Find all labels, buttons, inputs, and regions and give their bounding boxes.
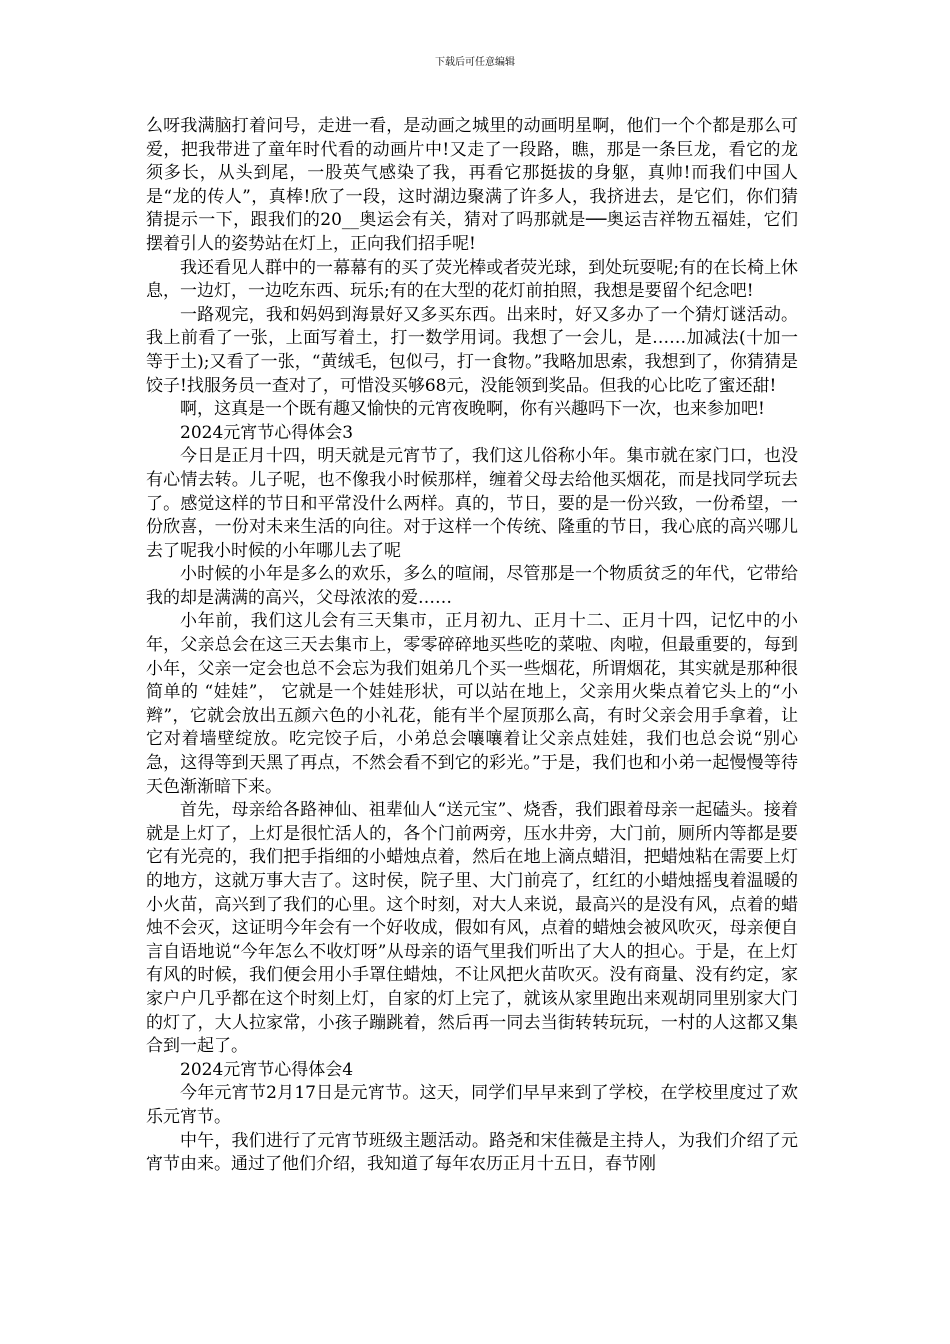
document-body <box>146 115 798 1177</box>
paragraph-8: 首先，母亲给各路神仙、祖辈仙人“送元宝”、烧香，我们跟着母亲一起磕头。接着就是上灯了，上灯是很忙活人的，各个门前两旁，压水井旁，大门前，厕所内等都是要它有光亮的，我们把手指细的小蜡烛点着，然后在地上滴点蜡泪，把蜡烛粘在需要上灯的地方，这就万事大吉了。这时侯，院子里、大门前亮了，红红的小蜡烛摇曳着温暖的小火苗，高兴到了我们的心里。这个时刻，对大人来说，最高兴的是没有风，点着的蜡烛不会灭，这证明今年会有一个好收成，假如有风，点着的蜡烛会被风吹灭，母亲便自言自语地说“今年怎么不收灯呀”从母亲的语气里我们听出了大人的担心。于是，在上灯有风的时候，我们便会用小手罩住蜡烛，不让风把火苗吹灭。没有商量、没有约定，家家户户几乎都在这个时刻上灯，自家的灯上完了，就该从家里跑出来观胡同里别家大门的灯了，大人拉家常，小孩子蹦跳着，然后再一同去当街转转玩玩，一村的人这都又集合到一起了。 <box>146 800 798 1057</box>
paragraph-3: 一路观完，我和妈妈到海景好又多买东西。出来时，好又多办了一个猜灯谜活动。我上前看了一张，上面写着土，打一数学用词。我想了一会儿，是……加减法(十加一 等于土);又看了一张，“黄绒毛，包似弓，打一食物。”我略加思索，我想到了，你猜猜是饺子!找服务员一查对了，可惜没买够68元，没能领到奖品。但我的心比吃了蜜还甜! <box>146 304 798 396</box>
section-heading-3: 2024元宵节心得体会3 <box>180 422 354 443</box>
paragraph-2: 我还看见人群中的一幕幕有的买了荧光棒或者荧光球，到处玩耍呢;有的在长椅上休息，一边灯，一边吃东西、玩乐;有的在大型的花灯前拍照，我想是要留个纪念吧! <box>146 257 798 302</box>
paragraph-10: 中午，我们进行了元宵节班级主题活动。路尧和宋佳薇是主持人，为我们介绍了元宵节由来。通过了他们介绍，我知道了每年农历正月十五日，春节刚 <box>146 1130 798 1175</box>
paragraph-7: 小年前，我们这儿会有三天集市，正月初九、正月十二、正月十四，记忆中的小年，父亲总会在这三天去集市上，零零碎碎地买些吃的菜啦、肉啦，但最重要的，每到小年，父亲一定会也总不会忘为我们姐弟几个买一些烟花，所谓烟花，其实就是那种很简单的 “娃娃”， 它就是一个娃娃形状，可以站在地上，父亲用火柴点着它头上的“小辫”，它就会放出五颜六色的小礼花，能有半个屋顶那么高，有时父亲会用手拿着，让它对着墙壁绽放。吃完饺子后，小弟总会嚷嚷着让父亲点娃娃，我们也总会说“别心急，这得等到天黑了再点，不然会看不到它的彩光。”于是，我们也和小弟一起慢慢等待天色渐渐暗下来。 <box>146 611 798 797</box>
page-header: 下载后可任意编辑 <box>435 57 515 68</box>
paragraph-1: 么呀我满脑打着问号，走进一看，是动画之城里的动画明星啊，他们一个个都是那么可爱，把我带进了童年时代看的动画片中!又走了一段路，瞧，那是一条巨龙，看它的龙须多长，从头到尾，一股英气感染了我，再看它那挺拔的身躯，真帅!而我们中国人是“龙的传人”，真棒!欣了一段，这时湖边聚满了许多人，我挤进去，是它们，你们猜猜提示一下，跟我们的20__奥运会有关，猜对了吗那就是──奥运吉祥物五福娃，它们摆着引人的姿势站在灯上，正向我们招手呢! <box>146 116 798 254</box>
paragraph-5: 今日是正月十四，明天就是元宵节了，我们这儿俗称小年。集市就在家门口，也没有心情去转。儿子呢，也不像我小时候那样，缠着父母去给他买烟花，而是找同学玩去了。感觉这样的节日和平常没什么两样。真的，节日，要的是一份兴致，一份希望，一份欣喜，一份对未来生活的向往。对于这样一个传统、隆重的节日，我心底的高兴哪儿去了呢我小时候的小年哪儿去了呢 <box>146 446 798 561</box>
paragraph-4: 啊，这真是一个既有趣又愉快的元宵夜晚啊，你有兴趣吗下一次，也来参加吧! <box>180 399 765 420</box>
paragraph-6: 小时候的小年是多么的欢乐，多么的喧闹，尽管那是一个物质贫乏的年代，它带给我的却是满满的高兴，父母浓浓的爱…… <box>146 564 798 608</box>
section-heading-4: 2024元宵节心得体会4 <box>180 1059 354 1080</box>
paragraph-9: 今年元宵节2月17日是元宵节。这天，同学们早早来到了学校，在学校里度过了欢乐元宵节。 <box>146 1083 798 1127</box>
